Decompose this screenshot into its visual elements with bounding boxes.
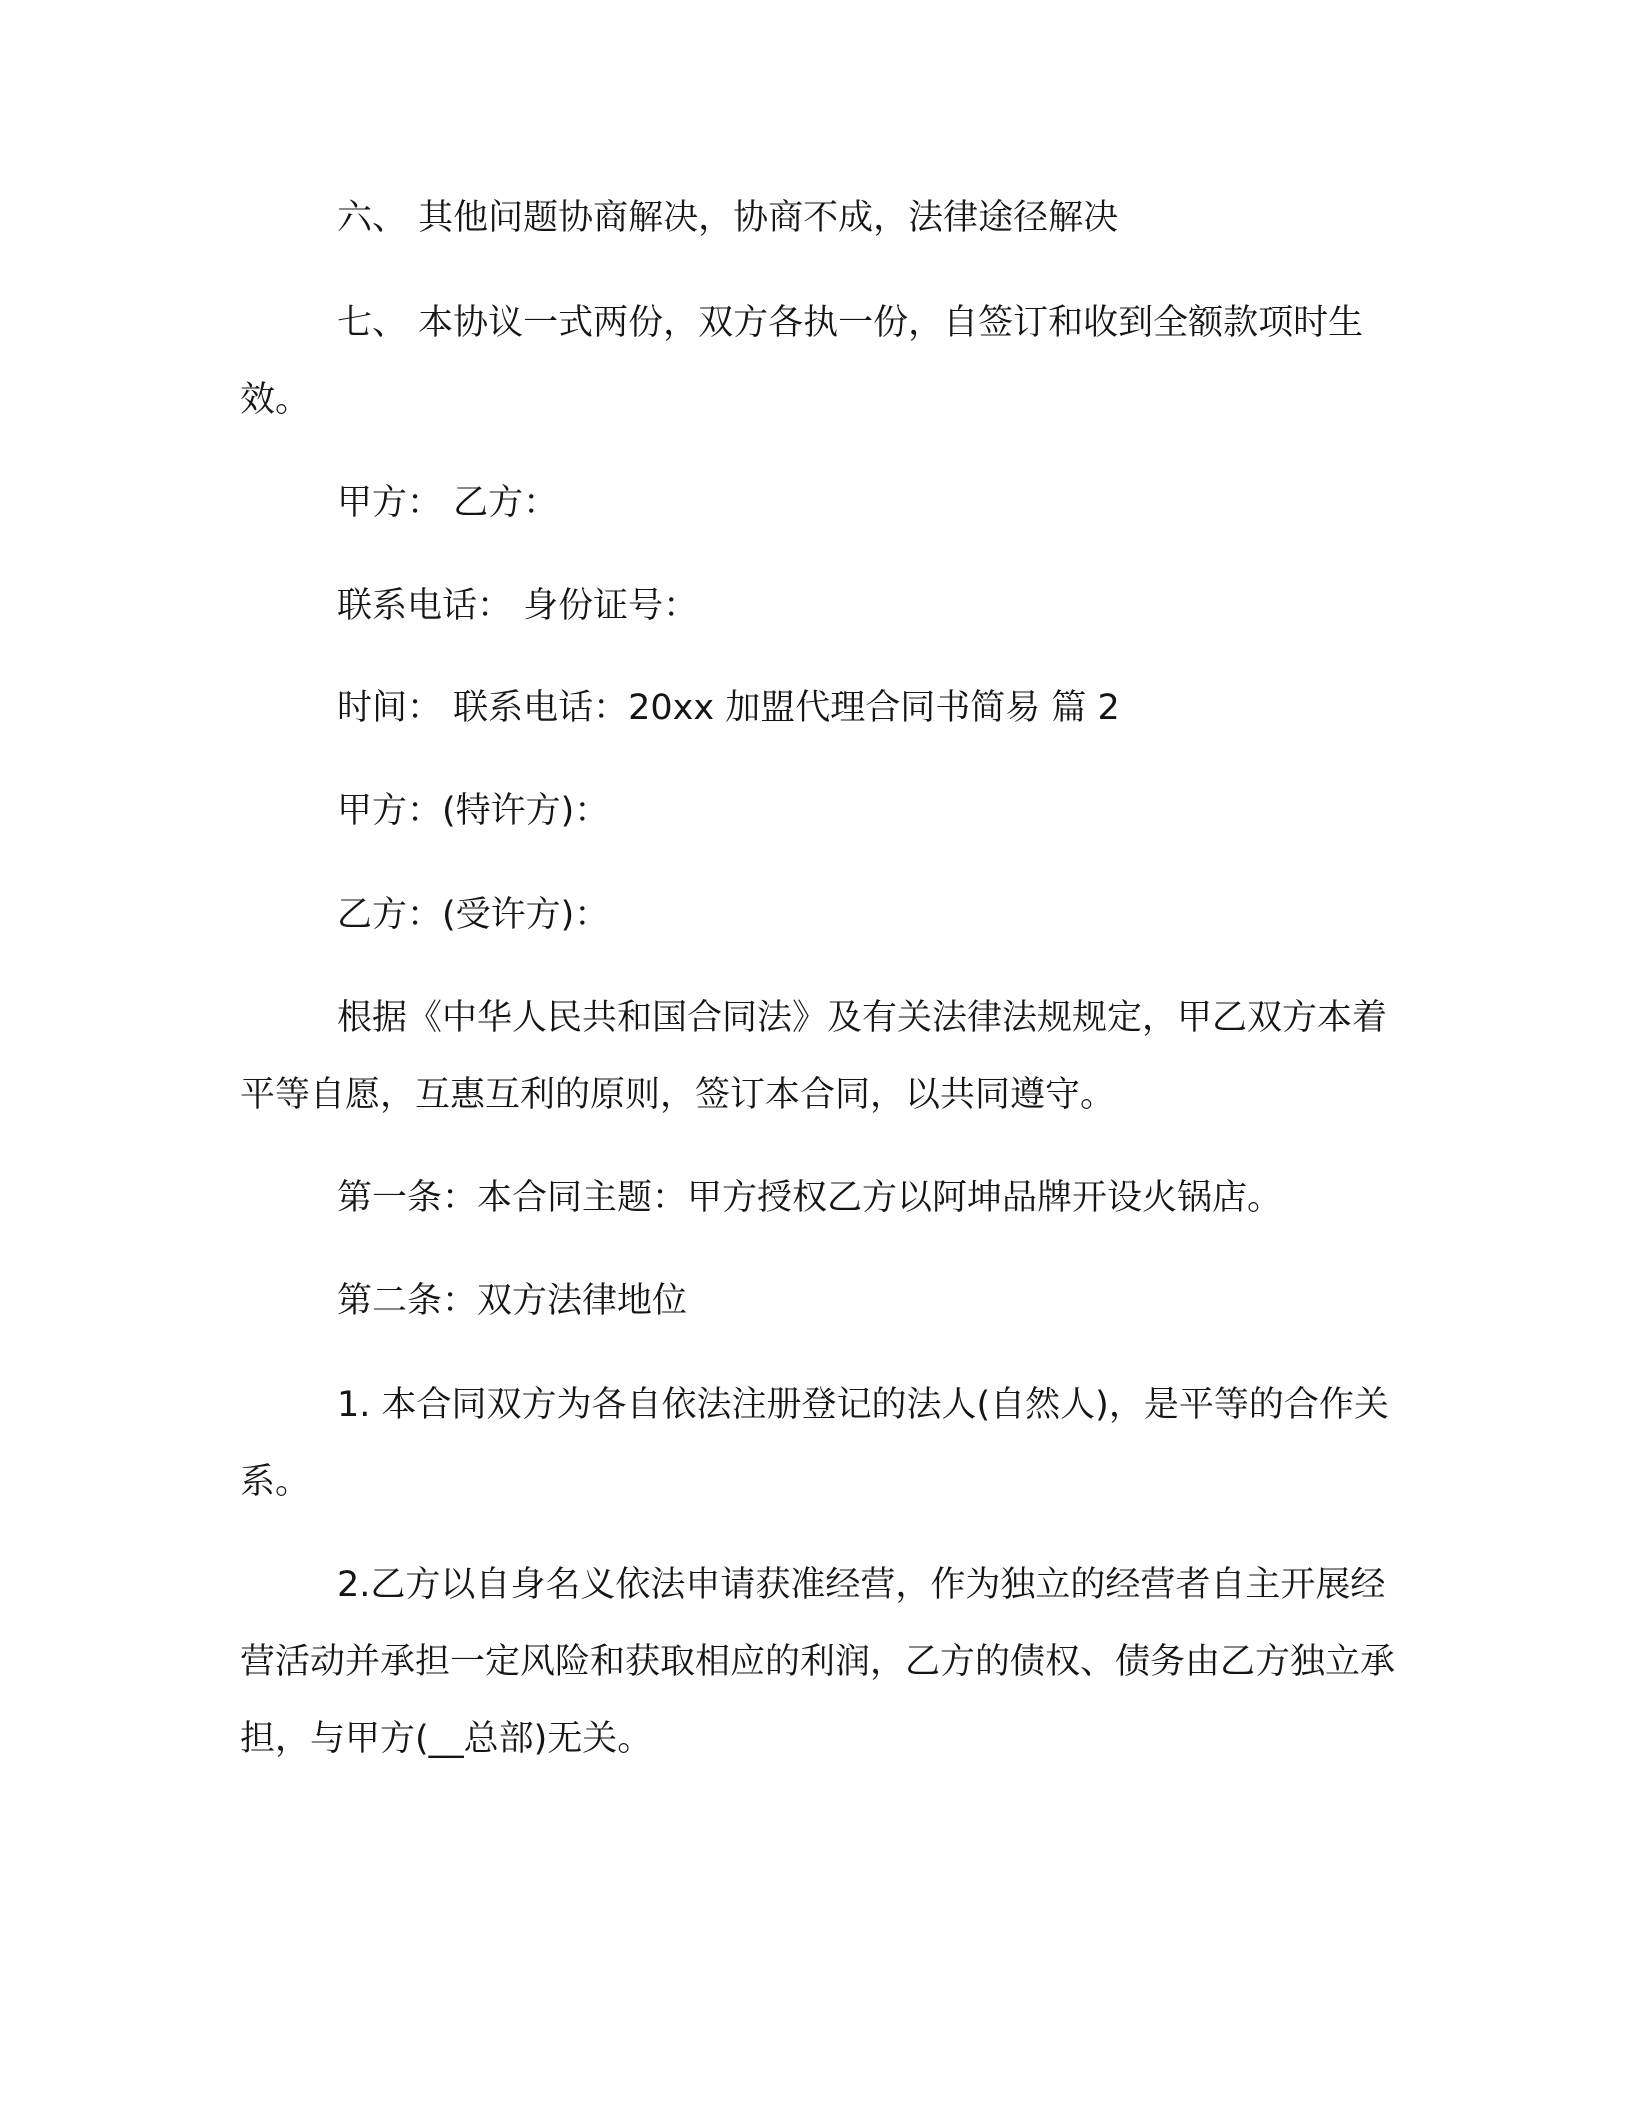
- paragraph-clause-6: 六、 其他问题协商解决，协商不成，法律途径解决: [337, 198, 1119, 238]
- paragraph-article-2-item-2: 2.乙方以自身名义依法申请获准经营，作为独立的经营者自主开展经营活动并承担一定风险和获取相应的利润，乙方的债权、债务由乙方独立承担，与甲方(__总部)无关。: [240, 1565, 1396, 1759]
- paragraph-article-1: 第一条：本合同主题：甲方授权乙方以阿坤品牌开设火锅店。: [337, 1178, 1283, 1218]
- paragraph-time-contact-title: 时间： 联系电话：20xx 加盟代理合同书简易 篇 2: [337, 688, 1120, 728]
- paragraph-article-2-item-1: 1. 本合同双方为各自依法注册登记的法人(自然人)，是平等的合作关系。: [240, 1385, 1389, 1502]
- paragraph-clause-7: 七、 本协议一式两份，双方各执一份，自签订和收到全额款项时生效。: [240, 303, 1364, 420]
- paragraph-party-a-franchisor: 甲方：(特许方)：: [337, 791, 610, 831]
- paragraph-article-2-title: 第二条：双方法律地位: [337, 1281, 688, 1321]
- paragraph-party-signatures: 甲方： 乙方：: [337, 483, 559, 523]
- paragraph-contact-id: 联系电话： 身份证号：: [337, 586, 699, 626]
- paragraph-preamble: 根据《中华人民共和国合同法》及有关法律法规规定，甲乙双方本着平等自愿，互惠互利的原则，签订本合同，以共同遵守。: [240, 998, 1388, 1115]
- paragraph-party-b-franchisee: 乙方：(受许方)：: [337, 895, 610, 935]
